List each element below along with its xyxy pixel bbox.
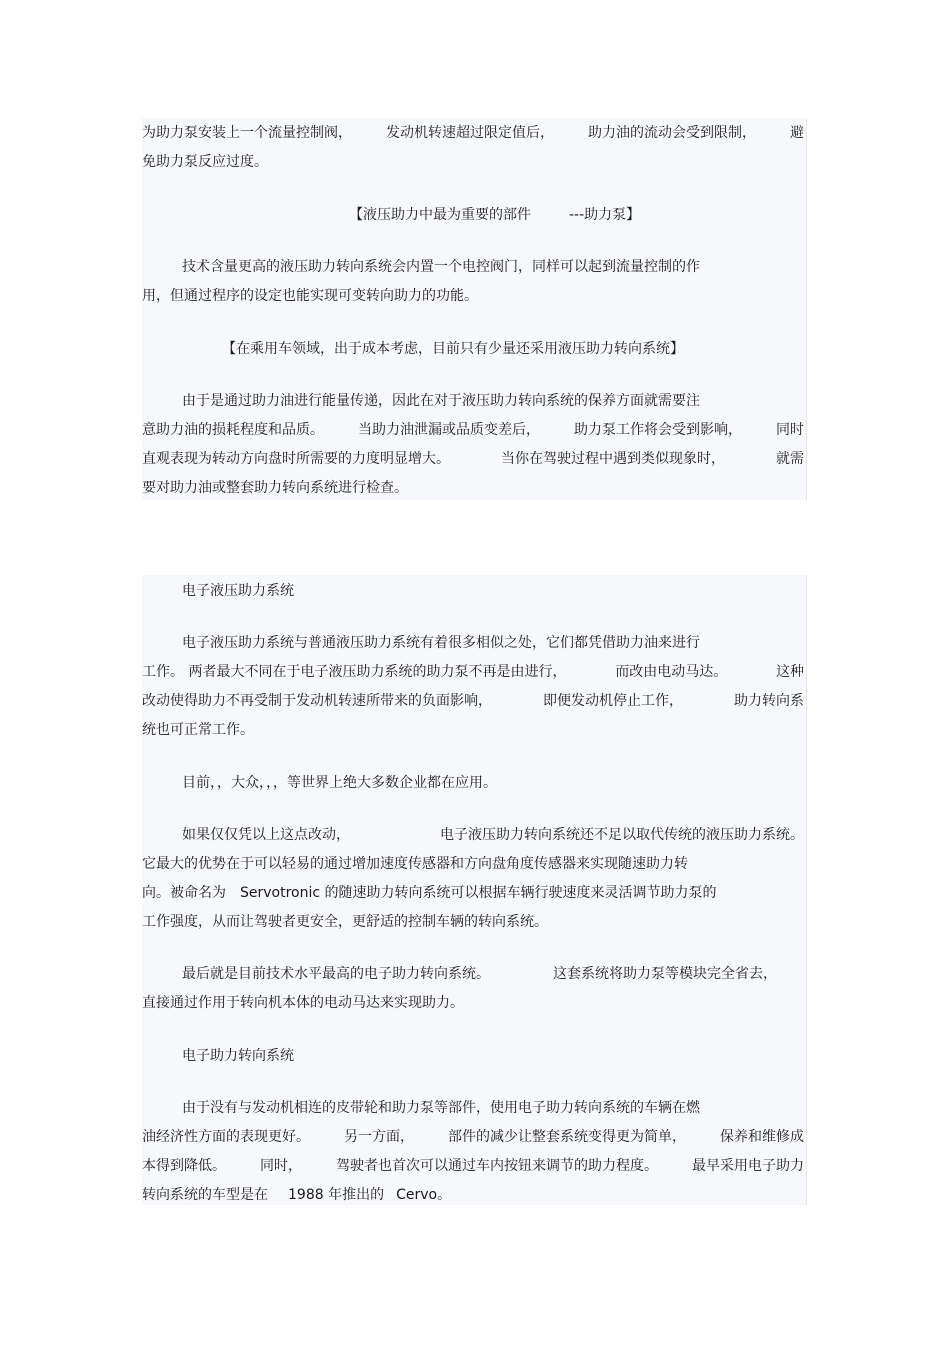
text-segment: 本得到降低。: [142, 1158, 226, 1174]
section-heading: 【在乘用车领域，出于成本考虑，目前只有少量还采用液压助力转向系统】: [222, 341, 684, 357]
paragraph-line: 由于没有与发动机相连的皮带轮和助力泵等部件，使用电子助力转向系统的车辆在燃: [182, 1100, 700, 1116]
section-title: 电子液压助力系统: [182, 583, 294, 599]
paragraph-line: 要对助力油或整套助力转向系统进行检查。: [142, 480, 408, 496]
text-segment: 油经济性方面的表现更好。: [142, 1129, 310, 1145]
text-segment: 同时，: [260, 1158, 302, 1174]
section-title: 电子助力转向系统: [182, 1048, 294, 1064]
text-segment: 转向系统的车型是在: [142, 1187, 268, 1203]
text-segment: 最早采用电子助力: [692, 1158, 804, 1174]
heading-part: ---助力泵】: [569, 207, 641, 223]
paragraph-line: [142, 1126, 804, 1148]
text-segment: 最后就是目前技术水平最高的电子助力转向系统。: [182, 966, 490, 982]
paragraph-line: [142, 122, 804, 144]
paragraph-line: 由于是通过助力油进行能量传递，因此在对于液压助力转向系统的保养方面就需要注: [182, 393, 700, 409]
paragraph-line: 向。被命名为 Servotronic 的随速助力转向系统可以根据车辆行驶速度来灵活调节助力泵的: [142, 885, 717, 901]
text-segment: 而改由电动马达。: [615, 664, 728, 680]
text-segment: 当你在驾驶过程中遇到类似现象时，: [501, 451, 725, 467]
text-segment: 部件的减少让整套系统变得更为简单，: [448, 1129, 686, 1145]
section-heading: [349, 204, 640, 226]
text-segment: 工作。 两者最大不同在于电子液压助力系统的助力泵不再是由进行，: [142, 664, 567, 680]
text-segment: 保养和维修成: [720, 1129, 804, 1145]
paragraph-line: 技术含量更高的液压助力转向系统会内置一个电控阀门，同样可以起到流量控制的作: [182, 259, 700, 275]
text-segment: 发动机转速超过限定值后，: [386, 125, 554, 141]
text-segment: 电子液压助力转向系统还不足以取代传统的液压助力系统。: [440, 827, 804, 843]
paragraph-line: [182, 824, 804, 846]
paragraph-line: 直接通过作用于转向机本体的电动马达来实现助力。: [142, 995, 464, 1011]
text-segment: 驾驶者也首次可以通过车内按钮来调节的助力程度。: [336, 1158, 658, 1174]
paragraph-line: [142, 690, 804, 712]
text-segment: 这种: [775, 664, 804, 680]
paragraph-line: 工作强度，从而让驾驶者更安全，更舒适的控制车辆的转向系统。: [142, 914, 548, 930]
text-segment: 同时: [776, 422, 804, 438]
text-segment: 这套系统将助力泵等模块完全省去，: [553, 966, 777, 982]
text-panel-electric: [142, 575, 807, 1205]
text-segment: 助力泵工作将会受到影响，: [574, 422, 742, 438]
text-segment: 直观表现为转动方向盘时所需要的力度明显增大。: [142, 451, 450, 467]
text-segment: 即便发动机停止工作，: [543, 693, 683, 709]
paragraph-line: 目前，，大众，，，等世界上绝大多数企业都在应用。: [182, 775, 497, 791]
paragraph-line: [182, 963, 777, 985]
paragraph-line: [142, 1184, 451, 1206]
text-segment: 当助力油泄漏或品质变差后，: [358, 422, 540, 438]
paragraph-line: [142, 448, 804, 470]
text-segment: 如果仅仅凭以上这点改动，: [182, 827, 350, 843]
text-segment: 避: [790, 125, 804, 141]
paragraph-line: 它最大的优势在于可以轻易的通过增加速度传感器和方向盘角度传感器来实现随速助力转: [142, 856, 688, 872]
text-segment: 为助力泵安装上一个流量控制阀，: [142, 125, 352, 141]
text-segment: 意助力油的损耗程度和品质。: [142, 422, 324, 438]
paragraph-line: [142, 661, 804, 683]
text-segment: 助力油的流动会受到限制，: [588, 125, 756, 141]
paragraph-line: 电子液压助力系统与普通液压助力系统有着很多相似之处，它们都凭借助力油来进行: [182, 635, 700, 651]
text-segment: 另一方面，: [344, 1129, 414, 1145]
paragraph-line: 免助力泵反应过度。: [142, 154, 268, 170]
paragraph-line: 统也可正常工作。: [142, 722, 254, 738]
text-segment: 1988 年推出的: [288, 1187, 385, 1203]
text-panel-hydraulic: [142, 118, 807, 500]
text-segment: 助力转向系: [734, 693, 804, 709]
heading-part: 【液压助力中最为重要的部件: [349, 207, 531, 223]
text-segment: Cervo。: [396, 1187, 452, 1203]
paragraph-line: [142, 419, 804, 441]
paragraph-line: 用，但通过程序的设定也能实现可变转向助力的功能。: [142, 288, 478, 304]
text-segment: 改动使得助力不再受制于发动机转速所带来的负面影响，: [142, 693, 492, 709]
paragraph-line: [142, 1155, 804, 1177]
text-segment: 就需: [776, 451, 804, 467]
